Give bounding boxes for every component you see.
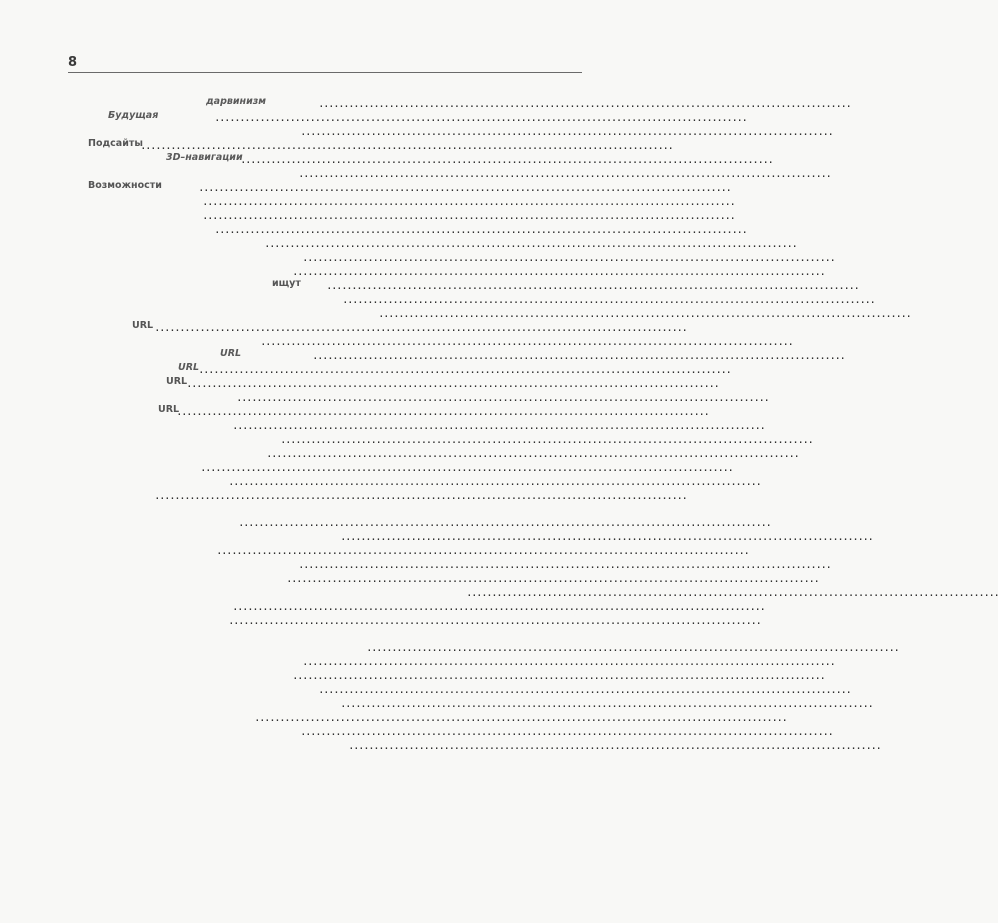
- toc-label-search: ищут: [272, 278, 301, 289]
- toc-leader: ..........................................................................................................: [140, 139, 673, 152]
- toc-label-3d-nav: 3D–навигации: [166, 152, 243, 163]
- toc-leader: ..........................................................................................................: [202, 209, 735, 222]
- toc-leader: ..........................................................................................................: [302, 251, 835, 264]
- toc-leader: ..........................................................................................................: [238, 516, 771, 529]
- toc-leader: ..........................................................................................................: [378, 307, 911, 320]
- toc-leader: ..........................................................................................................: [340, 530, 873, 543]
- page-number: 8: [68, 55, 78, 70]
- toc-leader: ..........................................................................................................: [154, 489, 687, 502]
- toc-leader: ..........................................................................................................: [326, 279, 859, 292]
- toc-leader: ..........................................................................................................: [298, 558, 831, 571]
- toc-leader: ..........................................................................................................: [154, 321, 687, 334]
- toc-leader: ..........................................................................................................: [292, 265, 825, 278]
- toc-leader: ..........................................................................................................: [264, 237, 797, 250]
- toc-leader: ..........................................................................................................: [300, 125, 833, 138]
- toc-leader: ..........................................................................................................: [292, 669, 825, 682]
- toc-leader: ..........................................................................................................: [200, 461, 733, 474]
- toc-leader: ..........................................................................................................: [214, 223, 747, 236]
- toc-leader: ..........................................................................................................: [240, 153, 773, 166]
- toc-label-future: Будущая: [108, 110, 159, 121]
- toc-label-url: URL: [178, 362, 200, 373]
- toc-label-url: URL: [132, 320, 154, 331]
- toc-leader: ..........................................................................................................: [318, 683, 851, 696]
- toc-leader: ..........................................................................................................: [236, 391, 769, 404]
- toc-leader: ..........................................................................................................: [198, 181, 731, 194]
- toc-label-url: URL: [158, 404, 180, 415]
- toc-leader: ..........................................................................................................: [286, 572, 819, 585]
- toc-leader: ..........................................................................................................: [266, 447, 799, 460]
- toc-leader: ..........................................................................................................: [216, 544, 749, 557]
- toc-leader: ..........................................................................................................: [202, 195, 735, 208]
- toc-leader: ..........................................................................................................: [198, 363, 731, 376]
- toc-leader: ..........................................................................................................: [340, 697, 873, 710]
- toc-leader: ..........................................................................................................: [466, 586, 998, 599]
- toc-leader: ..........................................................................................................: [228, 614, 761, 627]
- toc-leader: ..........................................................................................................: [300, 725, 833, 738]
- toc-leader: ..........................................................................................................: [298, 167, 831, 180]
- toc-leader: ..........................................................................................................: [254, 711, 787, 724]
- toc-label-url: URL: [220, 348, 242, 359]
- toc-leader: ..........................................................................................................: [366, 641, 899, 654]
- toc-leader: ..........................................................................................................: [232, 419, 765, 432]
- toc-label-url: URL: [166, 376, 188, 387]
- toc-label-possibilities: Возможности: [88, 180, 162, 191]
- toc-leader: ..........................................................................................................: [302, 655, 835, 668]
- toc-leader: ..........................................................................................................: [232, 600, 765, 613]
- toc-leader: ..........................................................................................................: [214, 111, 747, 124]
- toc-leader: ..........................................................................................................: [260, 335, 793, 348]
- toc-leader: ..........................................................................................................: [186, 377, 719, 390]
- toc-leader: ..........................................................................................................: [176, 405, 709, 418]
- toc-leader: ..........................................................................................................: [280, 433, 813, 446]
- toc-leader: ..........................................................................................................: [228, 475, 761, 488]
- toc-label-darwinism: дарвинизм: [206, 96, 267, 107]
- toc-label-subsites: Подсайты: [88, 138, 143, 149]
- toc-leader: ..........................................................................................................: [348, 739, 881, 752]
- toc-leader: ..........................................................................................................: [312, 349, 845, 362]
- toc-leader: ..........................................................................................................: [318, 97, 851, 110]
- toc-leader: ..........................................................................................................: [342, 293, 875, 306]
